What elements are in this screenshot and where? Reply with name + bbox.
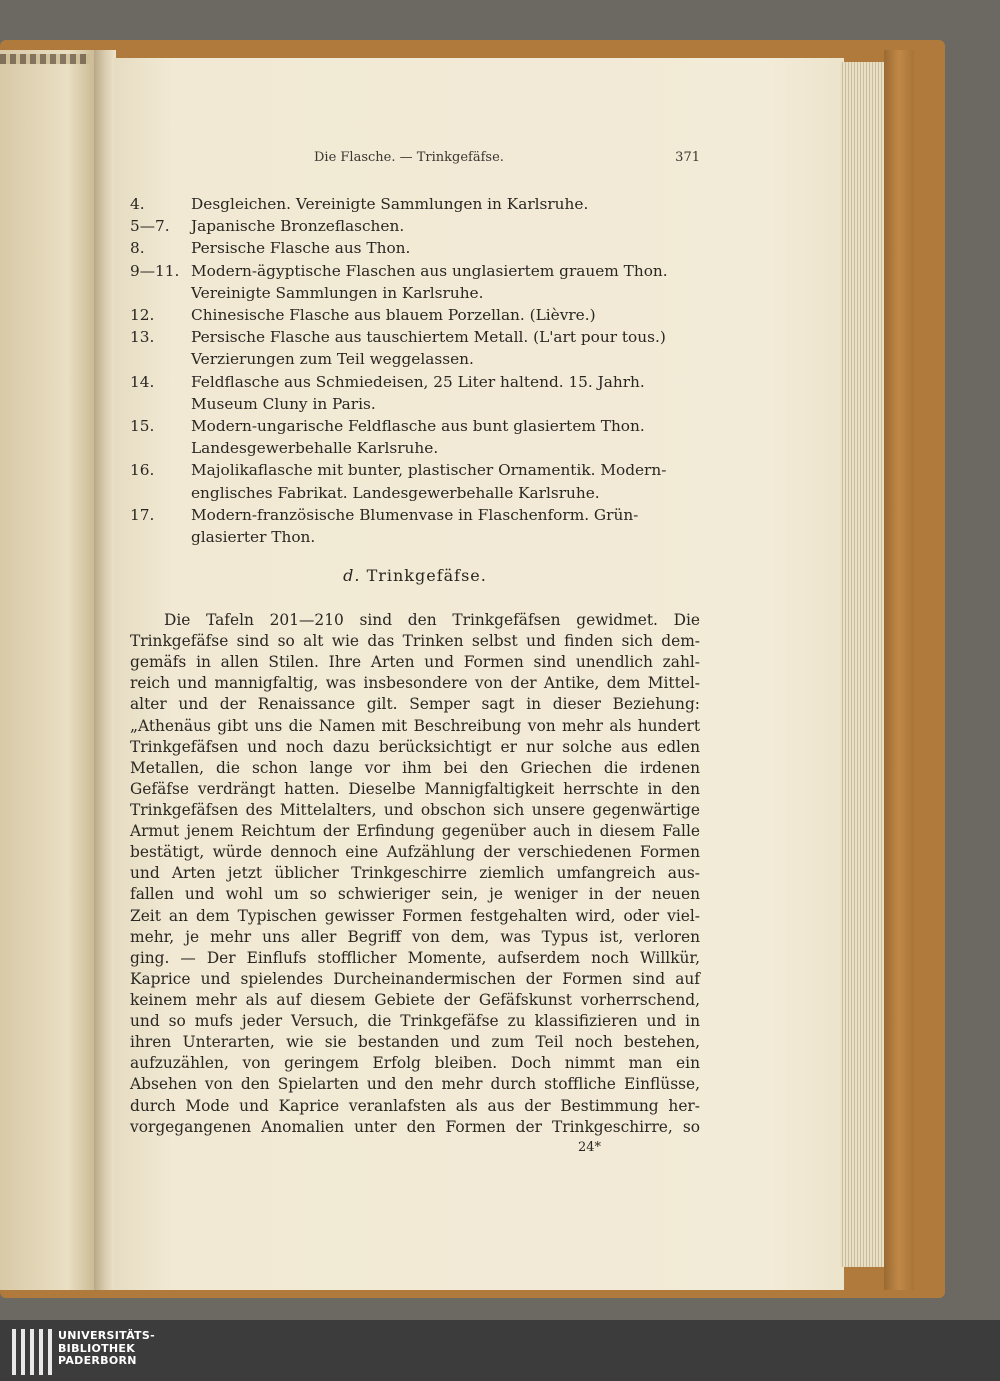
caption-line <box>130 415 700 437</box>
body-line: Gefäfse verdrängt hatten. Dieselbe Mannigfaltigkeit herrschte in den <box>130 779 700 798</box>
caption-line <box>130 237 700 259</box>
caption-text: englisches Fabrikat. Landesgewerbehalle Karlsruhe. <box>191 483 600 502</box>
body-line: mehr, je mehr uns aller Begriff von dem, was Typus ist, verloren <box>130 927 700 946</box>
caption-line <box>130 215 700 237</box>
caption-text: Modern-ungarische Feldflasche aus bunt glasiertem Thon. <box>191 417 645 436</box>
section-letter: d. <box>343 566 361 585</box>
caption-text: Majolikaflasche mit bunter, plastischer Ornamentik. Modern- <box>191 461 667 480</box>
body-line: Trinkgefäfsen und noch dazu berücksichtigt er nur solche aus edlen <box>130 737 700 756</box>
caption-number: 15. <box>130 417 155 436</box>
caption-number: 17. <box>130 505 155 524</box>
library-logo-icon <box>12 1329 52 1375</box>
caption-number: 16. <box>130 461 155 480</box>
caption-line <box>130 348 700 370</box>
body-line: Absehen von den Spielarten und den mehr durch stoffliche Einflüsse, <box>130 1075 700 1094</box>
caption-line <box>130 371 700 393</box>
body-line: gemäfs in allen Stilen. Ihre Arten und Formen sind unendlich zahl- <box>130 653 700 672</box>
body-line: Armut jenem Reichtum der Erfindung gegenüber auch in diesem Falle <box>130 822 700 841</box>
caption-number: 4. <box>130 195 145 213</box>
body-line: keinem mehr als auf diesem Gebiete der Gefäfskunst vorherrschend, <box>130 990 700 1009</box>
caption-line <box>130 304 700 326</box>
library-logo-text <box>58 1330 155 1368</box>
caption-text: Japanische Bronzeflaschen. <box>191 217 405 236</box>
body-line: Trinkgefäfsen des Mittelalters, und obschon sich unsere gegenwärtige <box>130 800 700 819</box>
caption-text: Landesgewerbehalle Karlsruhe. <box>191 439 439 458</box>
caption-text: Modern-französische Blumenvase in Flaschenform. Grün- <box>191 505 639 524</box>
body-line: bestätigt, würde dennoch eine Aufzählung der verschiedenen Formen <box>130 843 700 862</box>
body-line: vorgegangenen Anomalien unter den Formen der Trinkgeschirre, so <box>130 1117 700 1136</box>
caption-line <box>130 526 700 548</box>
caption-text: Persische Flasche aus tauschiertem Metall. (L'art pour tous.) <box>191 328 666 347</box>
body-text <box>130 610 700 1138</box>
caption-line <box>130 393 700 415</box>
caption-text: Museum Cluny in Paris. <box>191 394 376 413</box>
caption-number: 9—11. <box>130 261 180 280</box>
caption-line <box>130 504 700 526</box>
library-logo-line2: BIBLIOTHEK <box>58 1341 136 1355</box>
section-heading <box>130 566 700 585</box>
body-line: aufzuzählen, von geringem Erfolg bleiben. Doch nimmt man ein <box>130 1054 700 1073</box>
body-line: reich und mannigfaltig, was insbesondere von der Antike, dem Mittel- <box>130 674 700 693</box>
signature-mark: 24* <box>578 1140 602 1155</box>
body-line: Kaprice und spielendes Durcheinandermischen der Formen sind auf <box>130 969 700 988</box>
caption-line <box>130 326 700 348</box>
caption-number: 13. <box>130 328 155 347</box>
body-line: „Athenäus gibt uns die Namen mit Beschreibung von mehr als hundert <box>130 716 700 735</box>
library-logo-line1: UNIVERSITÄTS- <box>58 1329 155 1342</box>
book-gutter <box>94 50 116 1290</box>
caption-text: Vereinigte Sammlungen in Karlsruhe. <box>191 283 484 302</box>
body-line: Zeit an dem Typischen gewisser Formen festgehalten wird, oder viel- <box>130 906 700 925</box>
caption-number: 8. <box>130 239 145 258</box>
caption-number: 12. <box>130 306 155 325</box>
running-header <box>130 150 700 174</box>
caption-line <box>130 193 700 215</box>
body-line: alter und der Renaissance gilt. Semper sagt in dieser Beziehung: <box>130 695 700 714</box>
caption-line <box>130 459 700 481</box>
caption-text: Chinesische Flasche aus blauem Porzellan. (Lièvre.) <box>191 306 596 325</box>
caption-text: Modern-ägyptische Flaschen aus unglasiertem grauem Thon. <box>191 261 668 280</box>
book-cover-right <box>884 50 914 1290</box>
caption-text: Desgleichen. Vereinigte Sammlungen in Karlsruhe. <box>191 195 589 213</box>
left-page <box>0 50 96 1290</box>
page-number: 371 <box>675 150 700 165</box>
caption-number: 5—7. <box>130 217 170 236</box>
left-page-strip <box>0 54 90 64</box>
caption-line <box>130 482 700 504</box>
caption-number: 14. <box>130 372 155 391</box>
body-line: fallen und wohl um so schwieriger sein, je weniger in der neuen <box>130 885 700 904</box>
body-line: und so mufs jeder Versuch, die Trinkgefäfse zu klassifizieren und in <box>130 1012 700 1031</box>
body-line: durch Mode und Kaprice veranlafsten als aus der Bestimmung her- <box>130 1096 700 1115</box>
caption-line <box>130 437 700 459</box>
caption-line <box>130 260 700 282</box>
body-line: Die Tafeln 201—210 sind den Trinkgefäfsen gewidmet. Die <box>164 611 700 629</box>
caption-list <box>130 193 700 548</box>
caption-text: Persische Flasche aus Thon. <box>191 239 411 258</box>
caption-text: Verzierungen zum Teil weggelassen. <box>191 350 474 369</box>
body-line: ging. — Der Einflufs stofflicher Momente, aufserdem noch Willkür, <box>130 948 700 967</box>
body-line: Metallen, die schon lange vor ihm bei den Griechen die irdenen <box>130 758 700 777</box>
library-logo-line3: PADERBORN <box>58 1354 137 1367</box>
running-title: Die Flasche. — Trinkgefäfse. <box>314 150 504 165</box>
body-line: Trinkgefäfse sind so alt wie das Trinken selbst und finden sich dem- <box>130 632 700 651</box>
page-edges <box>840 62 885 1267</box>
body-line: und Arten jetzt üblicher Trinkgeschirre ziemlich umfangreich aus- <box>130 864 700 883</box>
body-line: ihren Unterarten, wie sie bestanden und zum Teil noch bestehen, <box>130 1033 700 1052</box>
caption-text: Feldflasche aus Schmiedeisen, 25 Liter haltend. 15. Jahrh. <box>191 372 645 391</box>
section-title: Trinkgefäfse. <box>366 566 487 585</box>
caption-line <box>130 282 700 304</box>
caption-text: glasierter Thon. <box>191 528 316 547</box>
